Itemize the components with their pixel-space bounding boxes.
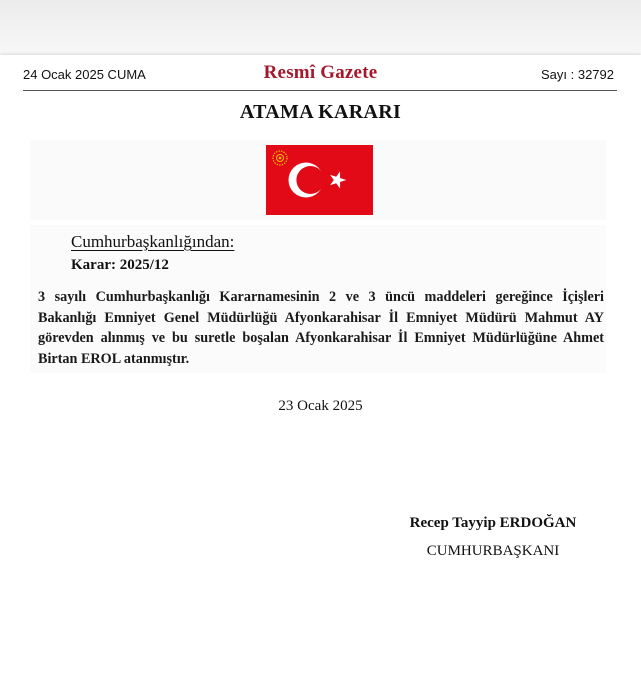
document-title: ATAMA KARARI: [239, 101, 402, 123]
issue-number: Sayı : 32792: [541, 67, 614, 82]
signer-name: Recep Tayyip ERDOĞAN: [409, 515, 577, 531]
decision-number: Karar: 2025/12: [71, 257, 169, 273]
publication-title: Resmî Gazete: [263, 62, 378, 83]
signer-title: CUMHURBAŞKANI: [426, 543, 560, 559]
signing-date: 23 Ocak 2025: [278, 398, 363, 414]
decision-body: 3 sayılı Cumhurbaşkanlığı Kararnamesinin 2 ve 3 üncü maddeleri gereğince İçişleri Bakanlığı Emniyet Genel Müdürlüğü Afyonkarahisar İl Emniyet Müdürü Mahmut AY görevden alınmış ve bu suretle boşalan Afyonkarahisar İl Emniyet Müdürlüğüne Ahmet Birtan EROL atanmıştır.: [38, 289, 604, 367]
header-divider: [23, 90, 617, 91]
top-band: [0, 0, 641, 55]
presidential-emblem-icon: [272, 150, 288, 166]
issuing-authority: Cumhurbaşkanlığından:: [71, 232, 235, 251]
header-date: 24 Ocak 2025 CUMA: [23, 67, 146, 82]
